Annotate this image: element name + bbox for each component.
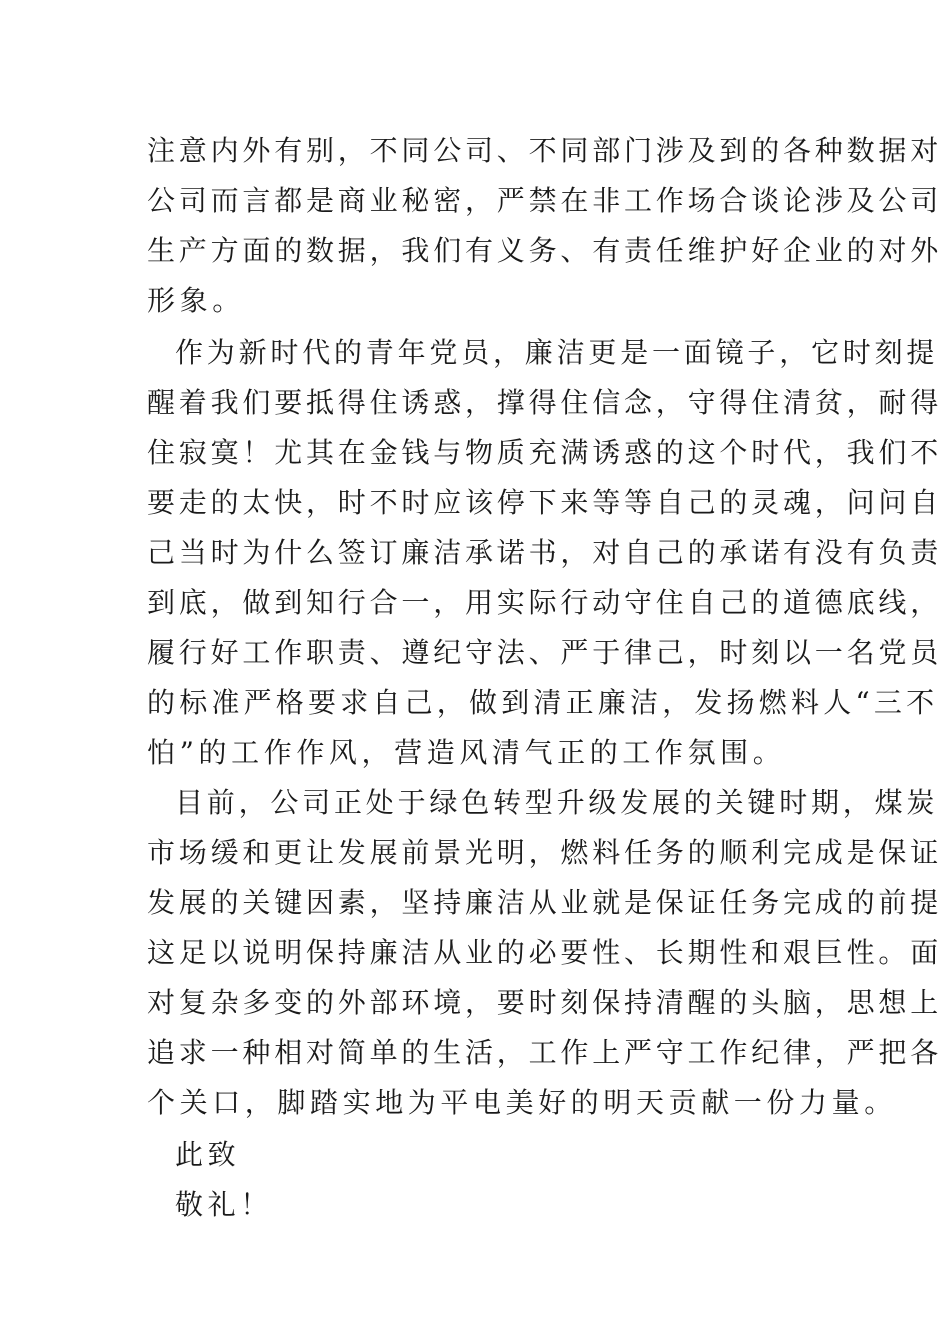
text-line: 对复杂多变的外部环境，要时刻保持清醒的头脑，思想上 bbox=[147, 986, 943, 1019]
text-line: 目前，公司正处于绿色转型升级发展的关键时期，煤炭 bbox=[175, 786, 939, 819]
text-line: 注意内外有别，不同公司、不同部门涉及到的各种数据对 bbox=[147, 134, 943, 167]
text-line: 作为新时代的青年党员，廉洁更是一面镜子，它时刻提 bbox=[175, 336, 939, 369]
text-line: 这足以说明保持廉洁从业的必要性、长期性和艰巨性。面 bbox=[147, 936, 943, 969]
text-line: 公司而言都是商业秘密，严禁在非工作场合谈论涉及公司 bbox=[147, 184, 943, 217]
text-line: 个关口，脚踏实地为平电美好的明天贡献一份力量。 bbox=[147, 1086, 897, 1119]
text-line: 生产方面的数据，我们有义务、有责任维护好企业的对外 bbox=[147, 234, 943, 267]
text-line: 要走的太快，时不时应该停下来等等自己的灵魂，问问自 bbox=[147, 486, 943, 519]
text-line: 追求一种相对简单的生活，工作上严守工作纪律，严把各 bbox=[147, 1036, 943, 1069]
text-line: 醒着我们要抵得住诱惑，撑得住信念，守得住清贫，耐得 bbox=[147, 386, 943, 419]
text-line: 履行好工作职责、遵纪守法、严于律己，时刻以一名党员 bbox=[147, 636, 943, 669]
text-line: 市场缓和更让发展前景光明，燃料任务的顺利完成是保证 bbox=[147, 836, 943, 869]
closing-salutation: 此致 bbox=[175, 1138, 241, 1171]
text-line: 己当时为什么签订廉洁承诺书，对自己的承诺有没有负责 bbox=[147, 536, 943, 569]
text-line: 形象。 bbox=[147, 284, 245, 317]
text-line: 住寂寞！尤其在金钱与物质充满诱惑的这个时代，我们不 bbox=[147, 436, 943, 469]
text-line: 怕”的工作作风，营造风清气正的工作氛围。 bbox=[147, 736, 786, 769]
text-line: 的标准严格要求自己，做到清正廉洁，发扬燃料人“三不 bbox=[147, 686, 939, 719]
text-line: 到底，做到知行合一，用实际行动守住自己的道德底线， bbox=[147, 586, 943, 619]
text-line: 发展的关键因素，坚持廉洁从业就是保证任务完成的前提 bbox=[147, 886, 943, 919]
closing-regards: 敬礼！ bbox=[175, 1188, 273, 1221]
